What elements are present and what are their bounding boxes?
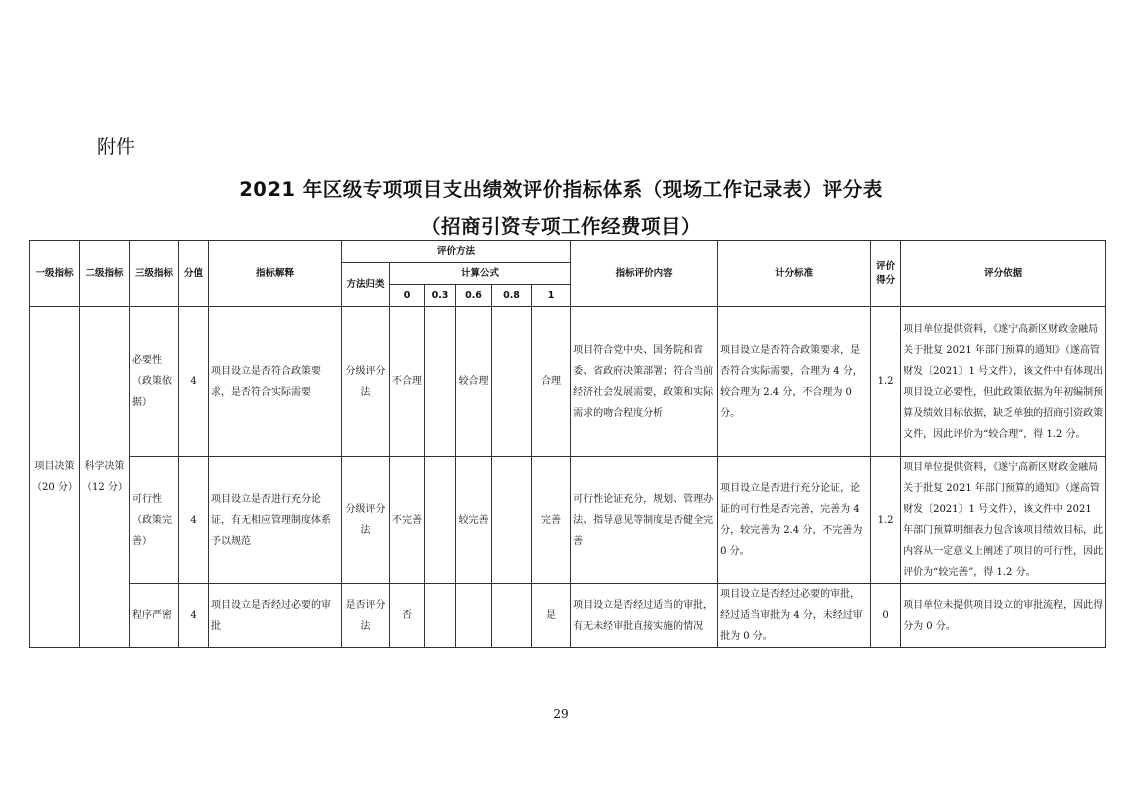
header-level1: 一级指标 (30, 241, 80, 307)
method-cell: 分级评分法 (342, 307, 390, 457)
table-row (30, 584, 1106, 648)
level1-cell: 项目决策（20 分） (30, 307, 80, 648)
score-cell: 4 (179, 307, 209, 457)
header-method-type: 方法归类 (342, 263, 390, 307)
formula-06-cell (456, 584, 492, 648)
document-subtitle: （招商引资专项工作经费项目） (420, 215, 701, 238)
level3-cell: 必要性（政策依据） (130, 307, 179, 457)
header-method-group: 评价方法 (342, 241, 571, 263)
formula-0-cell: 不合理 (390, 307, 425, 457)
level3-cell: 可行性（政策完善） (130, 457, 179, 584)
header-content: 指标评价内容 (571, 241, 718, 307)
explanation-cell: 项目设立是否进行充分论证，有无相应管理制度体系予以规范 (209, 457, 342, 584)
header-level2: 二级指标 (80, 241, 130, 307)
formula-1-cell: 完善 (532, 457, 571, 584)
formula-1-cell: 是 (532, 584, 571, 648)
basis-cell: 项目单位提供资料，《遂宁高新区财政金融局关于批复 2021 年部门预算的通知》（遂高管财发〔2021〕1 号文件），该文件中有体现出项目设立必要性，但此政策依据为年初编制预算及绩效目标依据，缺乏单独的招商引资政策文件，因此评价为“较合理”，得 1.2 分。 (901, 307, 1106, 457)
header-f1: 1 (532, 285, 571, 307)
got-score-cell: 0 (871, 584, 901, 648)
formula-08-cell (492, 307, 532, 457)
formula-08-cell (492, 457, 532, 584)
header-score: 分值 (179, 241, 209, 307)
header-f08: 0.8 (492, 285, 532, 307)
formula-03-cell (425, 307, 456, 457)
table-row (30, 307, 1106, 457)
header-got-score: 评价得分 (871, 241, 901, 307)
formula-0-cell: 不完善 (390, 457, 425, 584)
header-explanation: 指标解释 (209, 241, 342, 307)
method-cell: 是否评分法 (342, 584, 390, 648)
formula-06-cell: 较合理 (456, 307, 492, 457)
table-row (30, 457, 1106, 584)
scoring-table (29, 240, 1106, 648)
explanation-cell: 项目设立是否符合政策要求，是否符合实际需要 (209, 307, 342, 457)
level3-cell: 程序严密 (130, 584, 179, 648)
score-cell: 4 (179, 457, 209, 584)
standard-cell: 项目设立是否符合政策要求，是否符合实际需要，合理为 4 分，较合理为 2.4 分，不合理为 0 分。 (718, 307, 871, 457)
header-f0: 0 (390, 285, 425, 307)
content-cell: 项目符合党中央、国务院和省委、省政府决策部署；符合当前经济社会发展需要，政策和实际需求的吻合程度分析 (571, 307, 718, 457)
header-level3: 三级指标 (130, 241, 179, 307)
document-title: 2021 年区级专项项目支出绩效评价指标体系（现场工作记录表）评分表 (239, 178, 883, 201)
content-cell: 项目设立是否经过适当的审批，有无未经审批直接实施的情况 (571, 584, 718, 648)
header-f06: 0.6 (456, 285, 492, 307)
explanation-cell: 项目设立是否经过必要的审批 (209, 584, 342, 648)
level2-cell: 科学决策（12 分） (80, 307, 130, 648)
score-cell: 4 (179, 584, 209, 648)
basis-cell: 项目单位提供资料，《遂宁高新区财政金融局关于批复 2021 年部门预算的通知》（遂高管财发〔2021〕1 号文件），该文件中 2021 年部门预算明细表力包含该项目绩效目标，此内容从一定意义上阐述了项目的可行性，因此评价为“较完善”，得 1.2 分。 (901, 457, 1106, 584)
header-formula: 计算公式 (390, 263, 571, 285)
attachment-label: 附件 (97, 136, 136, 158)
formula-03-cell (425, 457, 456, 584)
got-score-cell: 1.2 (871, 457, 901, 584)
got-score-cell: 1.2 (871, 307, 901, 457)
standard-cell: 项目设立是否进行充分论证，论证的可行性是否完善，完善为 4 分，较完善为 2.4 分，不完善为 0 分。 (718, 457, 871, 584)
method-cell: 分级评分法 (342, 457, 390, 584)
formula-0-cell: 否 (390, 584, 425, 648)
header-standard: 计分标准 (718, 241, 871, 307)
formula-06-cell: 较完善 (456, 457, 492, 584)
formula-1-cell: 合理 (532, 307, 571, 457)
page-number: 29 (553, 707, 569, 721)
basis-cell: 项目单位未提供项目设立的审批流程，因此得分为 0 分。 (901, 584, 1106, 648)
header-f03: 0.3 (425, 285, 456, 307)
formula-03-cell (425, 584, 456, 648)
formula-08-cell (492, 584, 532, 648)
content-cell: 可行性论证充分，规划、管理办法、指导意见等制度是否健全完善 (571, 457, 718, 584)
header-basis: 评分依据 (901, 241, 1106, 307)
standard-cell: 项目设立是否经过必要的审批，经过适当审批为 4 分，未经过审批为 0 分。 (718, 584, 871, 648)
